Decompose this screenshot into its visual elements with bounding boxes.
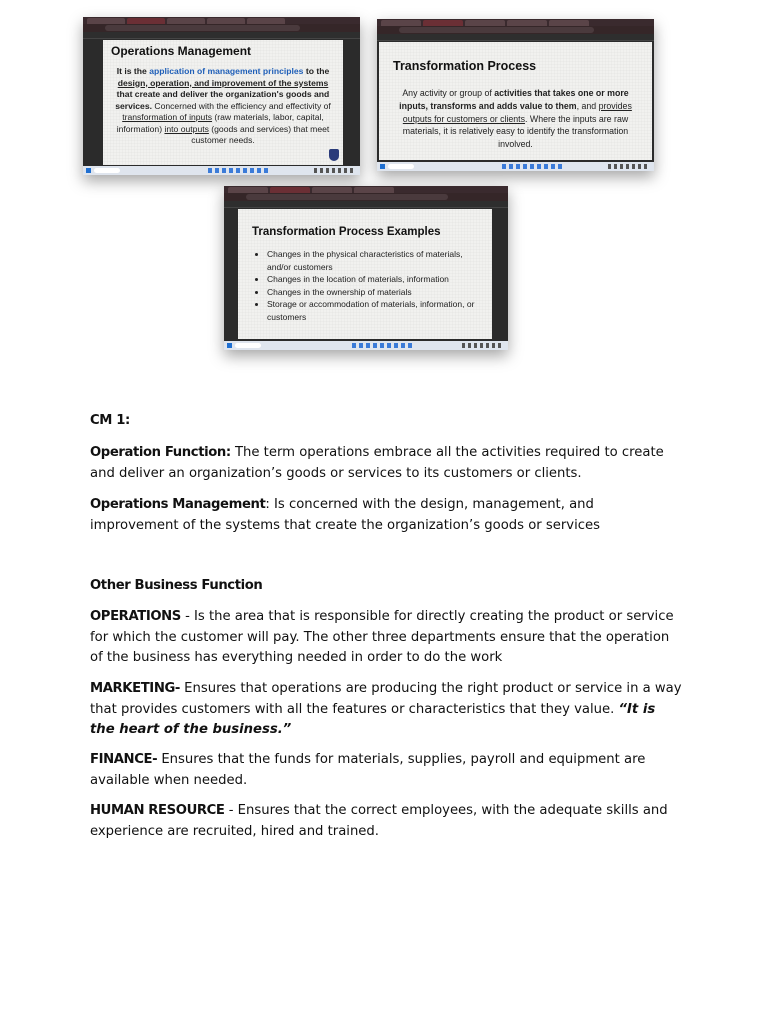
browser-address-bar: [224, 193, 508, 201]
slide-bullet: • Storage or accommodation of materials, information, or customers: [267, 298, 484, 323]
browser-tab-bar: [83, 17, 360, 24]
human-resource-label: HUMAN RESOURCE: [90, 803, 225, 818]
school-logo-icon: [329, 149, 339, 161]
slide-body: Any activity or group of activities that takes one or more inputs, transforms and adds value to them, and provides outputs for customers or clients. Where the inputs are raw materials, it is relatively easy to identify the transformation involved.: [399, 88, 632, 150]
finance-paragraph: [90, 750, 682, 791]
browser-address-bar: [83, 24, 360, 32]
finance-text: Ensures that the funds for materials, supplies, payroll and equipment are available when needed.: [90, 752, 646, 788]
slide: [238, 209, 492, 339]
start-icon: [86, 168, 91, 173]
windows-taskbar: [224, 341, 508, 350]
operations-text: - Is the area that is responsible for directly creating the product or service for which the customer will pay. The other three departments ensure that the operation of the business has everything needed in order to do the work: [90, 609, 674, 665]
operation-function-paragraph: [90, 443, 682, 484]
slide-body: It is the application of management principles to the design, operation, and improvement of the systems that create and deliver the organization's goods and services. Concerned with the efficiency and effectivity of transformation of inputs (raw materials, labor, capital, information) into outputs (goods and services) that meet customer needs.: [115, 66, 331, 145]
start-icon: [227, 343, 232, 348]
browser-address-bar: [377, 26, 654, 34]
slide-title: Transformation Process: [393, 59, 537, 73]
start-icon: [380, 164, 385, 169]
browser-tab-bar: [224, 186, 508, 193]
slide-title: Operations Management: [111, 44, 252, 58]
operations-paragraph: [90, 607, 682, 669]
marketing-label: MARKETING-: [90, 681, 180, 696]
slide-title: Transformation Process Examples: [252, 226, 441, 238]
operations-management-label: Operations Management: [90, 497, 266, 512]
slide-bullet: • Changes in the ownership of materials: [267, 286, 484, 299]
slide-bullet: • Changes in the physical characteristics of materials, and/or customers: [267, 248, 484, 273]
screenshot-transformation-process-examples: [224, 186, 508, 350]
pdf-toolbar: [377, 34, 654, 41]
marketing-text: Ensures that operations are producing the right product or service in a way that provides customers with all the features or characteristics that they value.: [90, 681, 682, 717]
other-business-function-heading: Other Business Function: [90, 578, 263, 593]
screenshot-transformation-process: [377, 19, 654, 171]
operation-function-label: Operation Function:: [90, 445, 231, 460]
operations-label: OPERATIONS: [90, 609, 181, 624]
human-resource-paragraph: [90, 801, 682, 842]
slide-bullet: • Changes in the location of materials, information: [267, 273, 484, 286]
slide-bullet-list: [252, 248, 484, 324]
marketing-paragraph: [90, 679, 682, 741]
slide: [103, 40, 343, 165]
operations-management-paragraph: [90, 495, 682, 536]
browser-tab-bar: [377, 19, 654, 26]
marketing-emphasis: “It is the heart of the business.”: [90, 701, 656, 737]
slide: [379, 42, 652, 160]
operation-function-text: The term operations embrace all the activities required to create and deliver an organization’s goods or services to its customers or clients.: [90, 445, 664, 481]
cm-heading: CM 1:: [90, 413, 130, 428]
windows-taskbar: [377, 162, 654, 171]
windows-taskbar: [83, 166, 360, 175]
screenshot-operations-management: [83, 17, 360, 175]
operations-management-text: : Is concerned with the design, management, and improvement of the systems that create the organization’s goods or services: [90, 497, 600, 533]
finance-label: FINANCE-: [90, 752, 158, 767]
pdf-toolbar: [83, 32, 360, 39]
human-resource-text: - Ensures that the correct employees, with the adequate skills and experience are recruited, hired and trained.: [90, 803, 668, 839]
pdf-toolbar: [224, 201, 508, 208]
